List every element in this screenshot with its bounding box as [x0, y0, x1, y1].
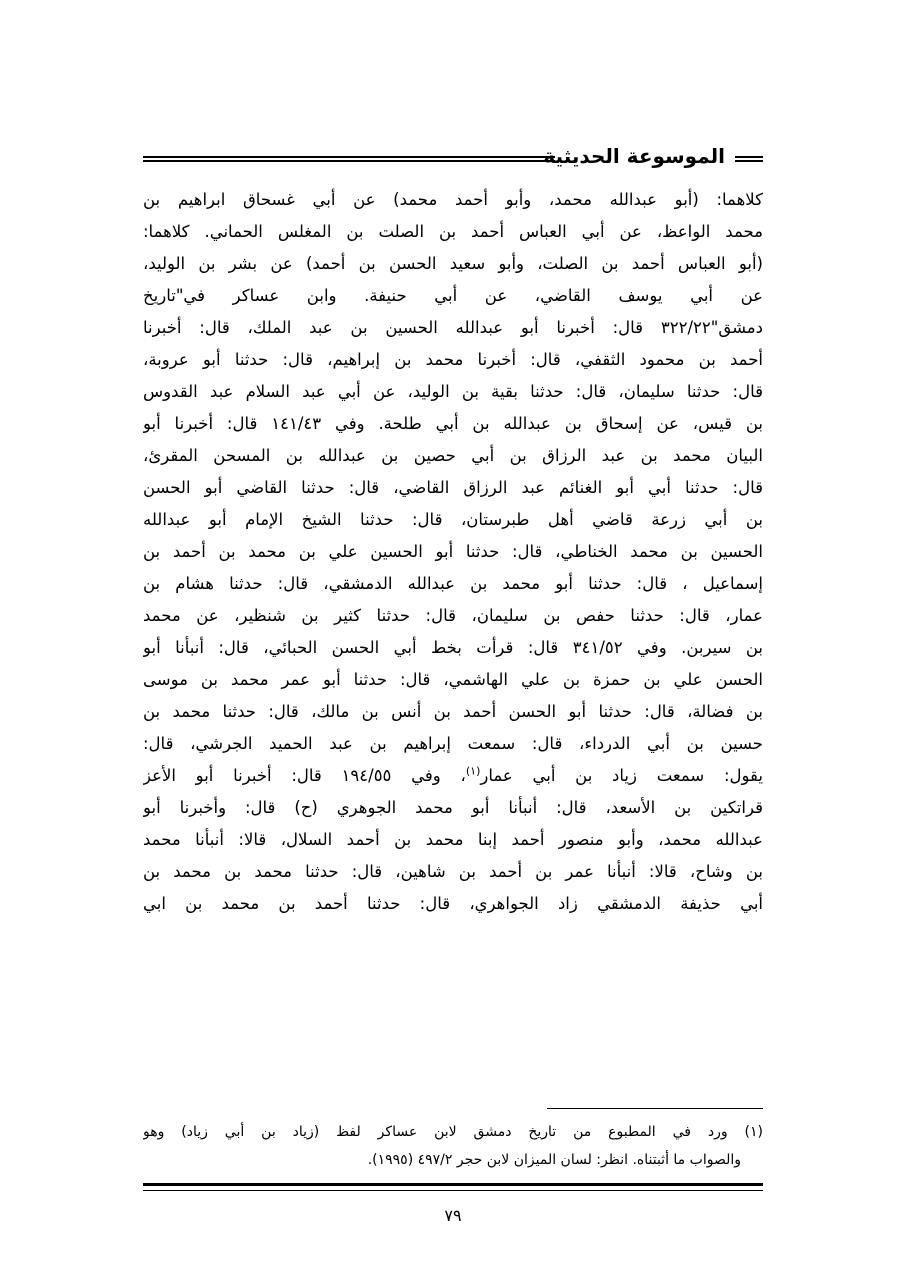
text-line-21: عبدالله محمد، وأبو منصور أحمد إبنا محمد بن أحمد السلال، قالا: أنبأنا محمد	[143, 830, 763, 849]
page-header	[143, 140, 763, 174]
text-line-10: قال: حدثنا أبي أبو الغنائم عبد الرزاق القاضي، قال: حدثنا القاضي أبو الحسن	[143, 478, 763, 497]
text-line-1: كلاهما: (أبو عبدالله محمد، وأبو أحمد محمد) عن أبي غسحاق ابراهيم بن	[143, 190, 763, 209]
text-line-5: دمشق"٣٢٢/٢٢ قال: أخبرنا أبو عبدالله الحسين بن عبد الملك، قال: أخبرنا	[143, 318, 763, 337]
text-line-19-end: ، وفي ١٩٤/٥٥ قال: أخبرنا أبو الأعز	[143, 766, 466, 785]
footnote-line-2: والصواب ما أثبتناه. انظر: لسان الميزان لابن حجر ٤٩٧/٢ (١٩٩٥).	[367, 1152, 741, 1168]
text-line-22: بن وشاح، قالا: أنبأنا عمر بن أحمد بن شاهين، قال: حدثنا محمد بن محمد بن	[143, 862, 763, 881]
text-line-3: (أبو العباس أحمد بن الصلت، وأبو سعيد الحسن بن أحمد) عن بشر بن الوليد،	[143, 254, 763, 273]
text-line-14: عمار، قال: حدثنا حفص بن سليمان، قال: حدثنا كثير بن شنظير، عن محمد	[143, 606, 763, 625]
header-rule-left	[143, 156, 555, 158]
running-title: الموسوعة الحديثية	[543, 144, 725, 168]
text-line-17: بن فضالة، قال: حدثنا أبو الحسن أحمد بن أنس بن مالك، قال: حدثنا محمد بن	[143, 702, 763, 721]
text-line-11: بن أبي زرعة قاضي أهل طبرستان، قال: حدثنا الشيخ الإمام أبو عبدالله	[143, 510, 763, 529]
text-line-8: بن قيس، عن إسحاق بن عبدالله بن أبي طلحة. وفي ١٤١/٤٣ قال: أخبرنا أبو	[143, 414, 763, 433]
text-line-9: البيان محمد بن عبد الرزاق بن أبي حصين بن عبدالله بن المسحن المقرئ،	[143, 446, 763, 465]
text-line-19	[143, 760, 763, 792]
footnote-separator	[547, 1108, 763, 1109]
text-line-23: أبي حذيفة الدمشقي زاد الجواهري، قال: حدثنا أحمد بن محمد بن ابي	[143, 894, 763, 913]
footnote-reference[interactable]: (١)	[465, 764, 481, 778]
text-line-16: الحسن علي بن حمزة بن علي الهاشمي، قال: حدثنا أبو عمر محمد بن موسى	[143, 670, 763, 689]
text-line-20: قراتكين بن الأسعد، قال: أنبأنا أبو محمد الجوهري (ح) قال: وأخبرنا أبو	[143, 798, 763, 817]
footnote-line-1: (١) ورد في المطبوع من تاريخ دمشق لابن عساكر لفظ (زياد بن أبي زياد) وهو	[143, 1124, 763, 1140]
text-line-7: قال: حدثنا سليمان، قال: حدثنا بقية بن الوليد، عن أبي عبد السلام عبد القدوس	[143, 382, 763, 401]
header-rule-left-lower	[143, 160, 555, 162]
header-rule-right	[735, 156, 763, 158]
main-text	[143, 184, 763, 920]
text-line-4: عن أبي يوسف القاضي، عن أبي حنيفة. وابن عساكر في"تاريخ	[143, 286, 763, 305]
header-rule-right-lower	[735, 160, 763, 162]
text-line-19-start: يقول: سمعت زياد بن أبي عمار	[480, 766, 763, 785]
text-line-2: محمد الواعظ، عن أبي العباس أحمد بن الصلت بن المغلس الحماني. كلاهما:	[143, 222, 763, 241]
text-line-18: حسين بن أبي الدرداء، قال: سمعت إبراهيم بن عبد الحميد الجرشي، قال:	[143, 734, 763, 753]
page-number: ٧٩	[444, 1206, 462, 1225]
footer-rule-thick	[143, 1183, 763, 1186]
text-line-6: أحمد بن محمود الثقفي، قال: أخبرنا محمد بن إبراهيم، قال: حدثنا أبو عروبة،	[143, 350, 763, 369]
footnotes	[143, 1118, 763, 1174]
text-line-15: بن سيربن. وفي ٣٤١/٥٢ قال: قرأت بخط أبي الحسن الحبائي، قال: أنبأنا أبو	[143, 638, 763, 657]
footer-rule-thin	[143, 1190, 763, 1191]
text-line-12: الحسين بن محمد الخناطي، قال: حدثنا أبو الحسين علي بن محمد بن أحمد بن	[143, 542, 763, 561]
text-line-13: إسماعيل ، قال: حدثنا أبو محمد بن عبدالله الدمشقي، قال: حدثنا هشام بن	[143, 574, 763, 593]
document-page	[143, 140, 763, 1240]
